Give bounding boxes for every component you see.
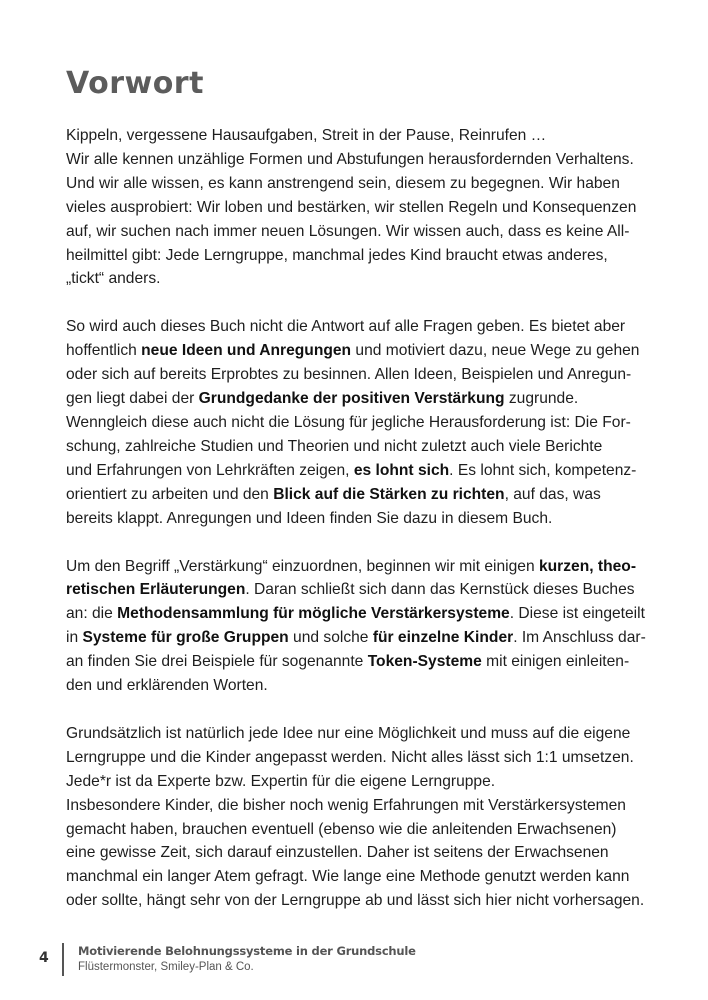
text-line xyxy=(66,650,646,674)
text-run: oder sich auf bereits Erprobtes zu besinnen. Allen Ideen, Beispielen und Anregun- xyxy=(66,366,632,384)
text-line xyxy=(66,746,646,770)
page-footer xyxy=(0,940,708,980)
bold-emphasis: für einzelne Kinder xyxy=(372,629,514,647)
text-line xyxy=(66,602,646,626)
text-run: Um den Begriff „Verstärkung“ einzuordnen, beginnen wir mit einigen xyxy=(66,557,539,575)
bold-emphasis: Methodensammlung für mögliche Verstärkersysteme xyxy=(117,605,510,623)
text-line xyxy=(66,865,646,889)
text-run: Kippeln, vergessene Hausaufgaben, Streit in der Pause, Reinrufen … xyxy=(66,127,547,144)
text-run: schung, zahlreiche Studien und Theorien und nicht zuletzt auch viele Berichte xyxy=(66,437,603,455)
footer-divider xyxy=(62,943,64,976)
text-line xyxy=(66,124,646,148)
paragraph xyxy=(66,555,646,698)
text-run: eine gewisse Zeit, sich darauf einzustellen. Daher ist seitens der Erwachsenen xyxy=(66,844,609,862)
text-line xyxy=(66,459,646,483)
text-run: auf, wir suchen nach immer neuen Lösungen. Wir wissen auch, dass es keine All- xyxy=(66,222,630,240)
text-run: Wenngleich diese auch nicht die Lösung für jegliche Herausforderung ist: Die For- xyxy=(66,413,631,431)
paragraph xyxy=(66,124,646,291)
text-line xyxy=(66,889,646,913)
text-run: vieles ausprobiert: Wir loben und bestärken, wir stellen Regeln und Konsequenzen xyxy=(66,198,637,216)
text-line xyxy=(66,387,646,411)
text-run: Wir alle kennen unzählige Formen und Abstufungen herausfordernden Verhaltens. xyxy=(66,150,634,168)
bold-emphasis: es lohnt sich xyxy=(353,461,450,479)
book-subtitle: Flüstermonster, Smiley-Plan & Co. xyxy=(78,961,254,973)
text-run: gen liegt dabei der xyxy=(66,390,199,408)
bold-emphasis: Grundgedanke der positiven Verstärkung xyxy=(198,390,505,408)
text-line xyxy=(66,507,646,531)
text-line xyxy=(66,220,646,244)
text-run: zugrunde. xyxy=(504,390,579,408)
text-run: an finden Sie drei Beispiele für sogenannte xyxy=(66,653,368,671)
text-line xyxy=(66,315,646,339)
text-run: oder sollte, hängt sehr von der Lerngruppe ab und lässt sich hier nicht vorhersagen. xyxy=(66,892,645,910)
text-line xyxy=(66,267,646,291)
text-line xyxy=(66,794,646,818)
bold-emphasis: neue Ideen und Anregungen xyxy=(141,342,352,360)
text-line xyxy=(66,770,646,794)
text-line xyxy=(66,411,646,435)
text-run: „tickt“ anders. xyxy=(66,270,161,288)
text-run: . Diese ist eingeteilt xyxy=(509,605,645,623)
text-run: und Erfahrungen von Lehrkräften zeigen, xyxy=(66,461,354,479)
text-run: . Daran schließt sich dann das Kernstück dieses Buches xyxy=(245,581,635,599)
text-run: , auf das, was xyxy=(504,485,601,503)
text-line xyxy=(66,339,646,363)
text-run: Lerngruppe und die Kinder angepasst werden. Nicht alles lässt sich 1:1 umsetzen. xyxy=(66,748,634,766)
bold-emphasis: retischen Erläuterungen xyxy=(66,581,246,599)
text-run: Jede*r ist da Experte bzw. Expertin für die eigene Lerngruppe. xyxy=(66,772,496,790)
book-title: Motivierende Belohnungssysteme in der Grundschule xyxy=(78,944,416,958)
text-line xyxy=(66,722,646,746)
text-line xyxy=(66,674,646,698)
text-line xyxy=(66,363,646,387)
text-run: Grundsätzlich ist natürlich jede Idee nur eine Möglichkeit und muss auf die eigene xyxy=(66,724,631,742)
text-run: Und wir alle wissen, es kann anstrengend sein, diesem zu begegnen. Wir haben xyxy=(66,174,620,192)
text-line xyxy=(66,172,646,196)
text-line xyxy=(66,244,646,268)
text-line xyxy=(66,578,646,602)
page-title: Vorwort xyxy=(66,66,204,101)
bold-emphasis: Systeme für große Gruppen xyxy=(82,629,289,647)
paragraph xyxy=(66,315,646,530)
text-line xyxy=(66,555,646,579)
text-line xyxy=(66,841,646,865)
text-line xyxy=(66,148,646,172)
text-run: Insbesondere Kinder, die bisher noch wenig Erfahrungen mit Verstärkersystemen xyxy=(66,796,626,814)
text-line xyxy=(66,196,646,220)
text-run: So wird auch dieses Buch nicht die Antwort auf alle Fragen geben. Es bietet aber xyxy=(66,318,626,336)
paragraph xyxy=(66,722,646,913)
text-run: in xyxy=(66,629,83,647)
body-text xyxy=(66,124,646,937)
text-run: heilmittel gibt: Jede Lerngruppe, manchmal jedes Kind braucht etwas anderes, xyxy=(66,246,608,264)
text-run: und motiviert dazu, neue Wege zu gehen xyxy=(351,342,640,360)
text-run: den und erklärenden Worten. xyxy=(66,677,268,695)
text-line xyxy=(66,818,646,842)
text-line xyxy=(66,626,646,650)
text-run: manchmal ein langer Atem gefragt. Wie lange eine Methode genutzt werden kann xyxy=(66,868,630,886)
text-run: . Im Anschluss dar- xyxy=(513,629,646,647)
text-run: gemacht haben, brauchen eventuell (ebenso wie die anleitenden Erwachsenen) xyxy=(66,820,617,838)
text-line xyxy=(66,435,646,459)
bold-emphasis: Token-Systeme xyxy=(367,653,482,671)
text-run: bereits klappt. Anregungen und Ideen finden Sie dazu in diesem Buch. xyxy=(66,509,553,527)
page-number: 4 xyxy=(39,950,49,966)
text-run: an: die xyxy=(66,605,118,623)
text-run: . Es lohnt sich, kompetenz- xyxy=(449,461,637,479)
text-run: und solche xyxy=(288,629,373,647)
text-run: mit einigen einleiten- xyxy=(481,653,630,671)
text-run: hoffentlich xyxy=(66,342,142,360)
bold-emphasis: Blick auf die Stärken zu richten xyxy=(273,485,505,503)
text-line xyxy=(66,483,646,507)
bold-emphasis: kurzen, theo- xyxy=(538,557,637,575)
text-run: orientiert zu arbeiten und den xyxy=(66,485,274,503)
